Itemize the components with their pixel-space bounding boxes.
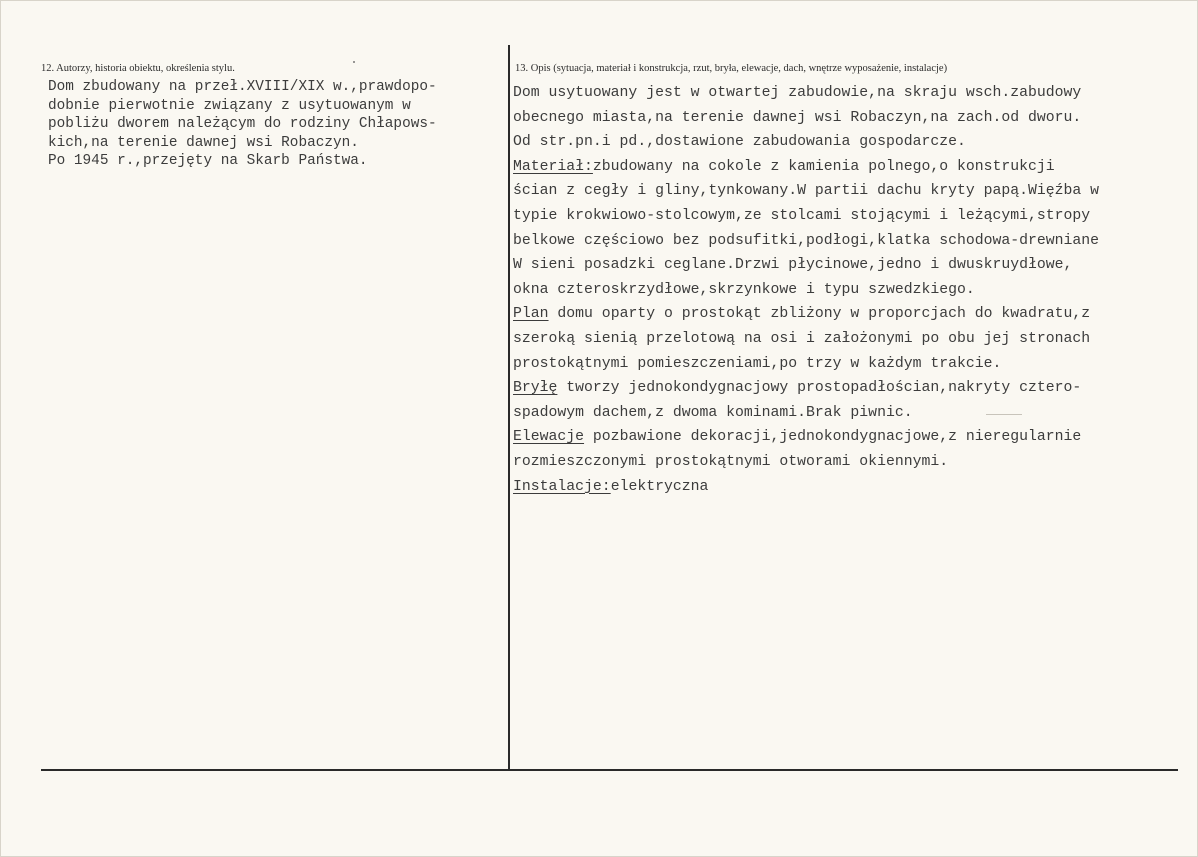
heading-instalacje: Instalacje: — [513, 478, 611, 495]
section-13-line: prostokątnymi pomieszczeniami,po trzy w każdym trakcie. — [513, 355, 1002, 372]
section-13-label: 13. Opis (sytuacja, materiał i konstrukcja, rzut, bryła, elewacje, dach, wnętrze wyposażenie, instalacje) — [515, 63, 948, 74]
heading-elewacje: Elewacje — [513, 429, 585, 446]
section-12-line: dobnie pierwotnie związany z usytuowanym w — [48, 97, 411, 114]
section-13-line: Instalacje:elektryczna — [513, 478, 709, 495]
section-12-label: 12. Autorzy, historia obiektu, określenia stylu. — [41, 63, 235, 74]
section-13-line: belkowe częściowo bez podsufitki,podłogi,klatka schodowa-drewniane — [513, 232, 1100, 249]
section-12-line: kich,na terenie dawnej wsi Robaczyn. — [48, 134, 359, 151]
bottom-rule — [41, 769, 1178, 771]
section-13-line: Elewacje pozbawione dekoracji,jednokondygnacjowe,z nieregularnie — [513, 429, 1082, 446]
pencil-dash — [986, 414, 1022, 415]
section-13-line: Od str.pn.i pd.,dostawione zabudowania gospodarcze. — [513, 134, 966, 151]
section-13-line: Dom usytuowany jest w otwartej zabudowie,na skraju wsch.zabudowy — [513, 85, 1082, 101]
section-12-text — [48, 78, 437, 171]
section-13-line: rozmieszczonymi prostokątnymi otworami okiennymi. — [513, 453, 949, 470]
section-13-line: spadowym dachem,z dwoma kominami.Brak piwnic. — [513, 404, 913, 421]
section-13-line: W sieni posadzki ceglane.Drzwi płycinowe,jedno i dwuskruydłowe, — [513, 257, 1073, 274]
column-divider — [508, 45, 510, 771]
section-13-line: obecnego miasta,na terenie dawnej wsi Robaczyn,na zach.od dworu. — [513, 109, 1082, 126]
heading-material: Materiał: — [513, 158, 593, 175]
section-12-line: Dom zbudowany na przeł.XVIII/XIX w.,prawdopo- — [48, 79, 437, 95]
section-13-line: ścian z cegły i gliny,tynkowany.W partii dachu kryty papą.Więźba w — [513, 183, 1100, 200]
ink-speck — [353, 61, 355, 63]
section-13-line: typie krokwiowo-stolcowym,ze stolcami stojącymi i leżącymi,stropy — [513, 207, 1091, 224]
section-13-line: Bryłę tworzy jednokondygnacjowy prostopadłościan,nakryty cztero- — [513, 380, 1082, 397]
section-12-line: pobliżu dworem należącym do rodziny Chłapows- — [48, 116, 437, 132]
section-13-line: szeroką sienią przelotową na osi i założonymi po obu jej stronach — [513, 330, 1091, 347]
section-13-line: Materiał:zbudowany na cokole z kamienia polnego,o konstrukcji — [513, 158, 1055, 175]
section-12-line: Po 1945 r.,przejęty na Skarb Państwa. — [48, 153, 368, 169]
heading-plan: Plan — [513, 306, 549, 323]
section-13-line: okna czteroskrzydłowe,skrzynkowe i typu szwedzkiego. — [513, 281, 975, 298]
section-13-line: Plan domu oparty o prostokąt zbliżony w proporcjach do kwadratu,z — [513, 306, 1091, 323]
section-13-text — [513, 81, 1099, 499]
heading-bryla: Bryłę — [513, 380, 558, 397]
